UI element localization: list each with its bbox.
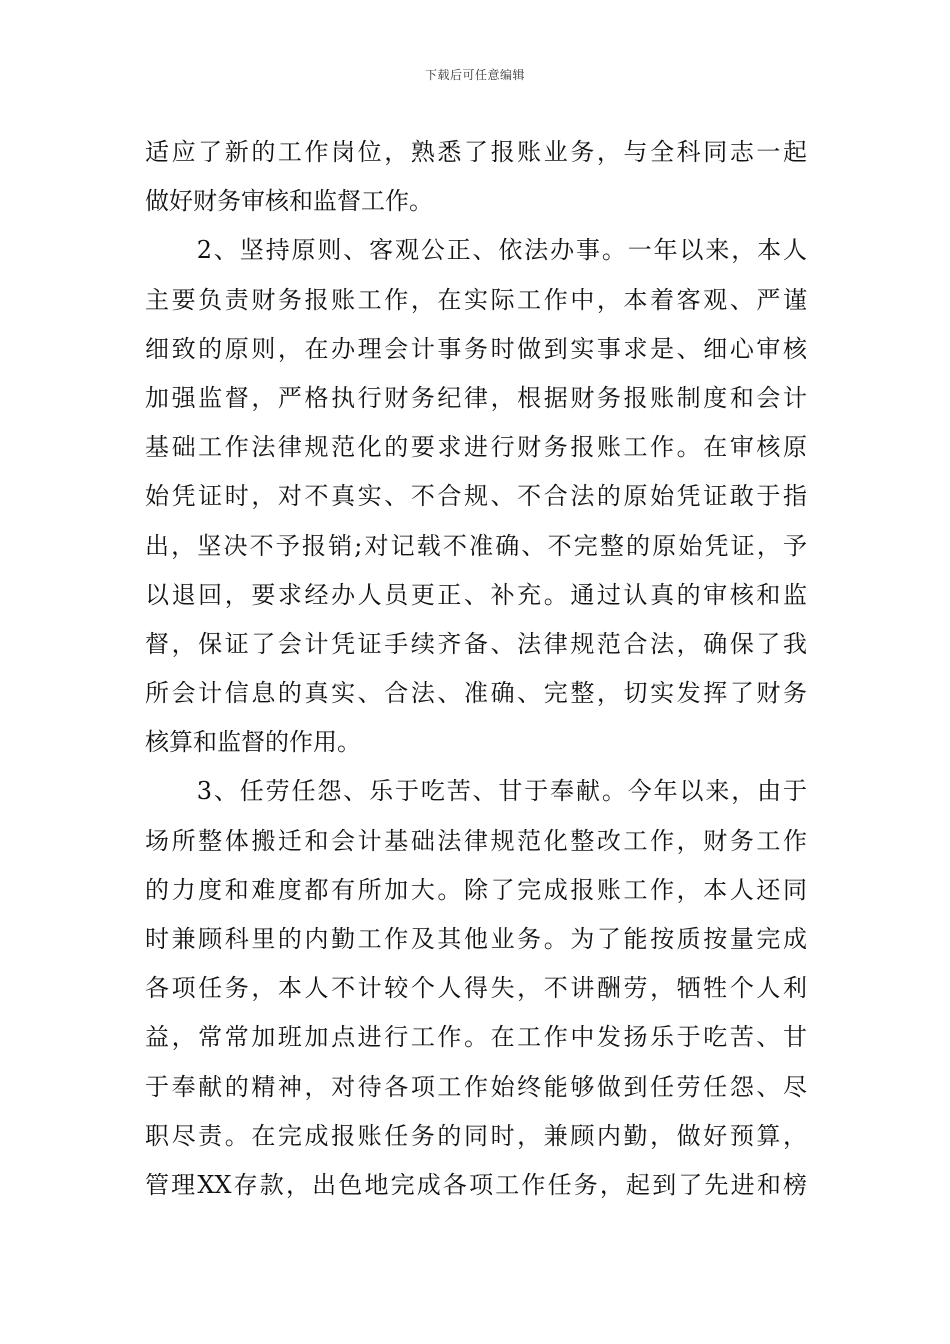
text-line: 适应了新的工作岗位，熟悉了报账业务，与全科同志一起 <box>145 138 807 166</box>
text-line: 益，常常加班加点进行工作。在工作中发扬乐于吃苦、甘 <box>145 1023 807 1052</box>
text-line: 的力度和难度都有所加大。除了完成报账工作，本人还同 <box>145 875 807 904</box>
text-line: 主要负责财务报账工作，在实际工作中，本着客观、严谨 <box>145 285 807 314</box>
text-line: 细致的原则，在办理会计事务时做到实事求是、细心审核 <box>145 334 807 363</box>
text-line: 3、任劳任怨、乐于吃苦、甘于奉献。今年以来，由于 <box>145 777 807 806</box>
text-line: 各项任务，本人不计较个人得失，不讲酬劳，牺牲个人利 <box>145 974 807 1003</box>
text-line: 督，保证了会计凭证手续齐备、法律规范合法，确保了我 <box>145 629 807 658</box>
text-line: 出，坚决不予报销;对记载不准确、不完整的原始凭证，予 <box>145 531 807 560</box>
text-line: 加强监督，严格执行财务纪律，根据财务报账制度和会计 <box>145 383 807 412</box>
page-header: 下载后可任意编辑 <box>424 68 525 82</box>
text-line: 2、坚持原则、客观公正、依法办事。一年以来，本人 <box>145 236 807 265</box>
text-line: 以退回，要求经办人员更正、补充。通过认真的审核和监 <box>145 580 807 609</box>
document-body <box>145 128 807 1210</box>
text-line: 于奉献的精神，对待各项工作始终能够做到任劳任怨、尽 <box>145 1072 807 1101</box>
text-line: 管理XX存款，出色地完成各项工作任务，起到了先进和榜 <box>145 1170 807 1199</box>
text-line: 核算和监督的作用。 <box>145 728 361 757</box>
text-line: 始凭证时，对不真实、不合规、不合法的原始凭证敢于指 <box>145 482 807 511</box>
text-line: 所会计信息的真实、合法、准确、完整，切实发挥了财务 <box>145 679 807 708</box>
text-line: 场所整体搬迁和会计基础法律规范化整改工作，财务工作 <box>145 826 807 855</box>
text-line: 职尽责。在完成报账任务的同时，兼顾内勤，做好预算， <box>145 1121 807 1150</box>
text-line: 做好财务审核和监督工作。 <box>145 187 433 216</box>
text-line: 基础工作法律规范化的要求进行财务报账工作。在审核原 <box>145 433 807 462</box>
text-line: 时兼顾科里的内勤工作及其他业务。为了能按质按量完成 <box>145 925 807 953</box>
